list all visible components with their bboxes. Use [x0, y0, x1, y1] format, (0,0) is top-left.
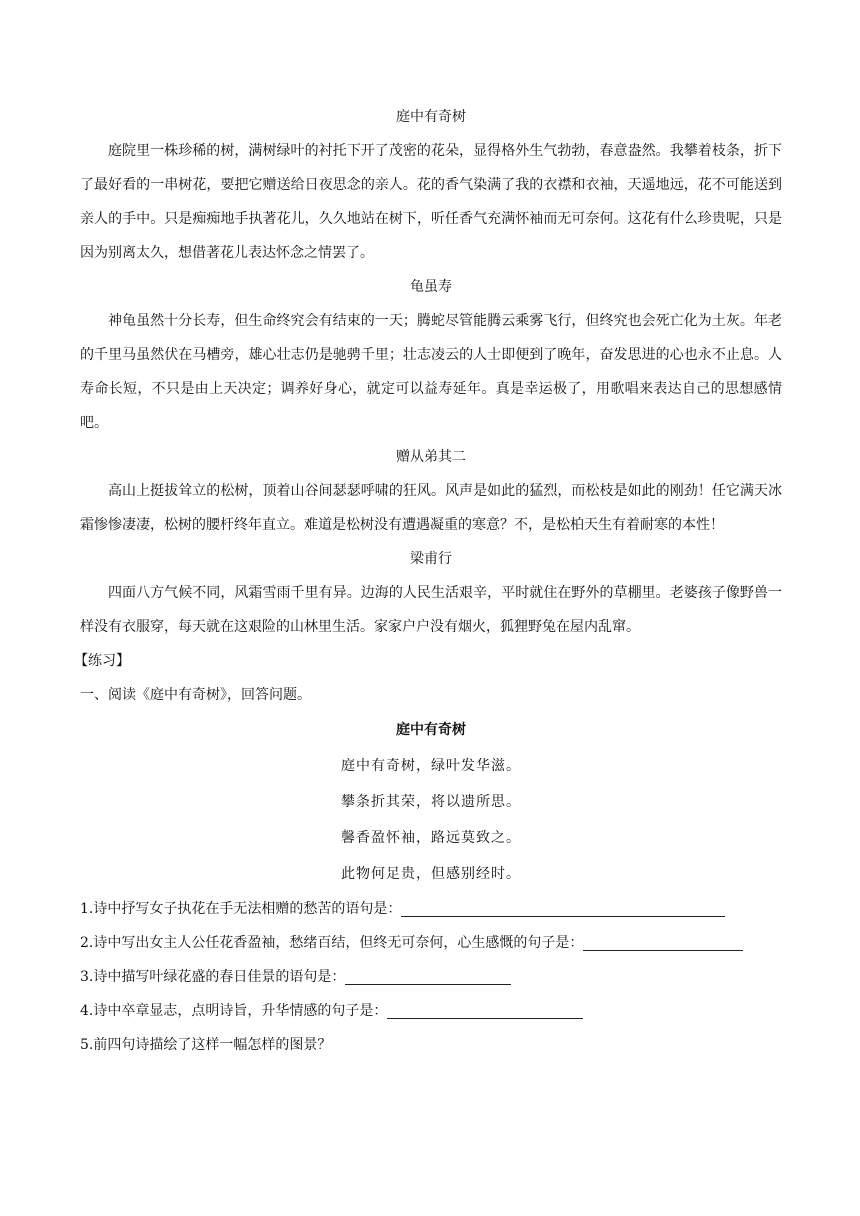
exercise-header: 【练习】: [74, 653, 130, 669]
section-translation: 神龟虽然十分长寿，但生命终究会有结束的一天；腾蛇尽管能腾云乘雾飞行，但终究也会死亡化为土灰。年老的千里马虽然伏在马槽旁，雄心壮志仍是驰骋千里；壮志凌云的人士即便到了晚年，奋发思进的心也永不止息。人寿命长短，不只是由上天决定；调养好身心，就定可以益寿延年。真是幸运极了，用歌唱来表达自己的思想感情吧。: [80, 313, 782, 431]
question-text: 3.诗中描写叶绿花盛的春日佳景的语句是：: [80, 969, 346, 985]
exercise-instruction: 一、阅读《庭中有奇树》，回答问题。: [80, 687, 311, 703]
poem-line: 馨香盈怀袖，路远莫致之。: [341, 830, 521, 846]
poem-title: 庭中有奇树: [396, 722, 466, 738]
answer-blank[interactable]: [345, 968, 511, 985]
question-5: [80, 1028, 782, 1062]
section-translation: 高山上挺拔耸立的松树，顶着山谷间瑟瑟呼啸的狂风。风声是如此的猛烈，而松枝是如此的刚劲！任它满天冰霜惨惨凄凄，松树的腰杆终年直立。难道是松树没有遭遇凝重的寒意？不，是松柏天生有着耐寒的本性！: [80, 483, 782, 533]
section-title: 赠从弟其二: [396, 449, 466, 465]
answer-blank[interactable]: [387, 1002, 583, 1019]
answer-blank[interactable]: [583, 934, 743, 951]
question-2: [80, 926, 782, 960]
section-title: 庭中有奇树: [396, 109, 466, 125]
section-translation: 庭院里一株珍稀的树，满树绿叶的衬托下开了茂密的花朵，显得格外生气勃勃，春意盎然。我攀着枝条，折下了最好看的一串树花，要把它赠送给日夜思念的亲人。花的香气染满了我的衣襟和衣袖，天遥地远，花不可能送到亲人的手中。只是痴痴地手执著花儿，久久地站在树下，听任香气充满怀袖而无可奈何。这花有什么珍贵呢，只是因为别离太久，想借著花儿表达怀念之情罢了。: [80, 143, 782, 261]
question-text: 1.诗中抒写女子执花在手无法相赠的愁苦的语句是：: [80, 901, 402, 917]
question-3: [80, 960, 782, 994]
document-page: [74, 100, 782, 1062]
question-text: 5.前四句诗描绘了这样一幅怎样的图景？: [80, 1037, 332, 1053]
answer-blank[interactable]: [401, 900, 725, 917]
section-translation: 四面八方气候不同，风霜雪雨千里有异。边海的人民生活艰辛，平时就住在野外的草棚里。老婆孩子像野兽一样没有衣服穿，每天就在这艰险的山林里生活。家家户户没有烟火，狐狸野兔在屋内乱窜。: [80, 585, 782, 635]
section-title: 梁甫行: [410, 551, 452, 567]
question-4: [80, 994, 782, 1028]
question-1: [80, 892, 782, 926]
poem-line: 庭中有奇树，绿叶发华滋。: [341, 758, 521, 774]
section-title: 龟虽寿: [410, 279, 452, 295]
question-text: 4.诗中卒章显志，点明诗旨，升华情感的句子是：: [80, 1003, 388, 1019]
question-text: 2.诗中写出女主人公任花香盈袖，愁绪百结，但终无可奈何，心生感慨的句子是：: [80, 935, 584, 951]
poem-line: 攀条折其荣，将以遗所思。: [341, 794, 521, 810]
poem-line: 此物何足贵，但感别经时。: [341, 866, 521, 882]
